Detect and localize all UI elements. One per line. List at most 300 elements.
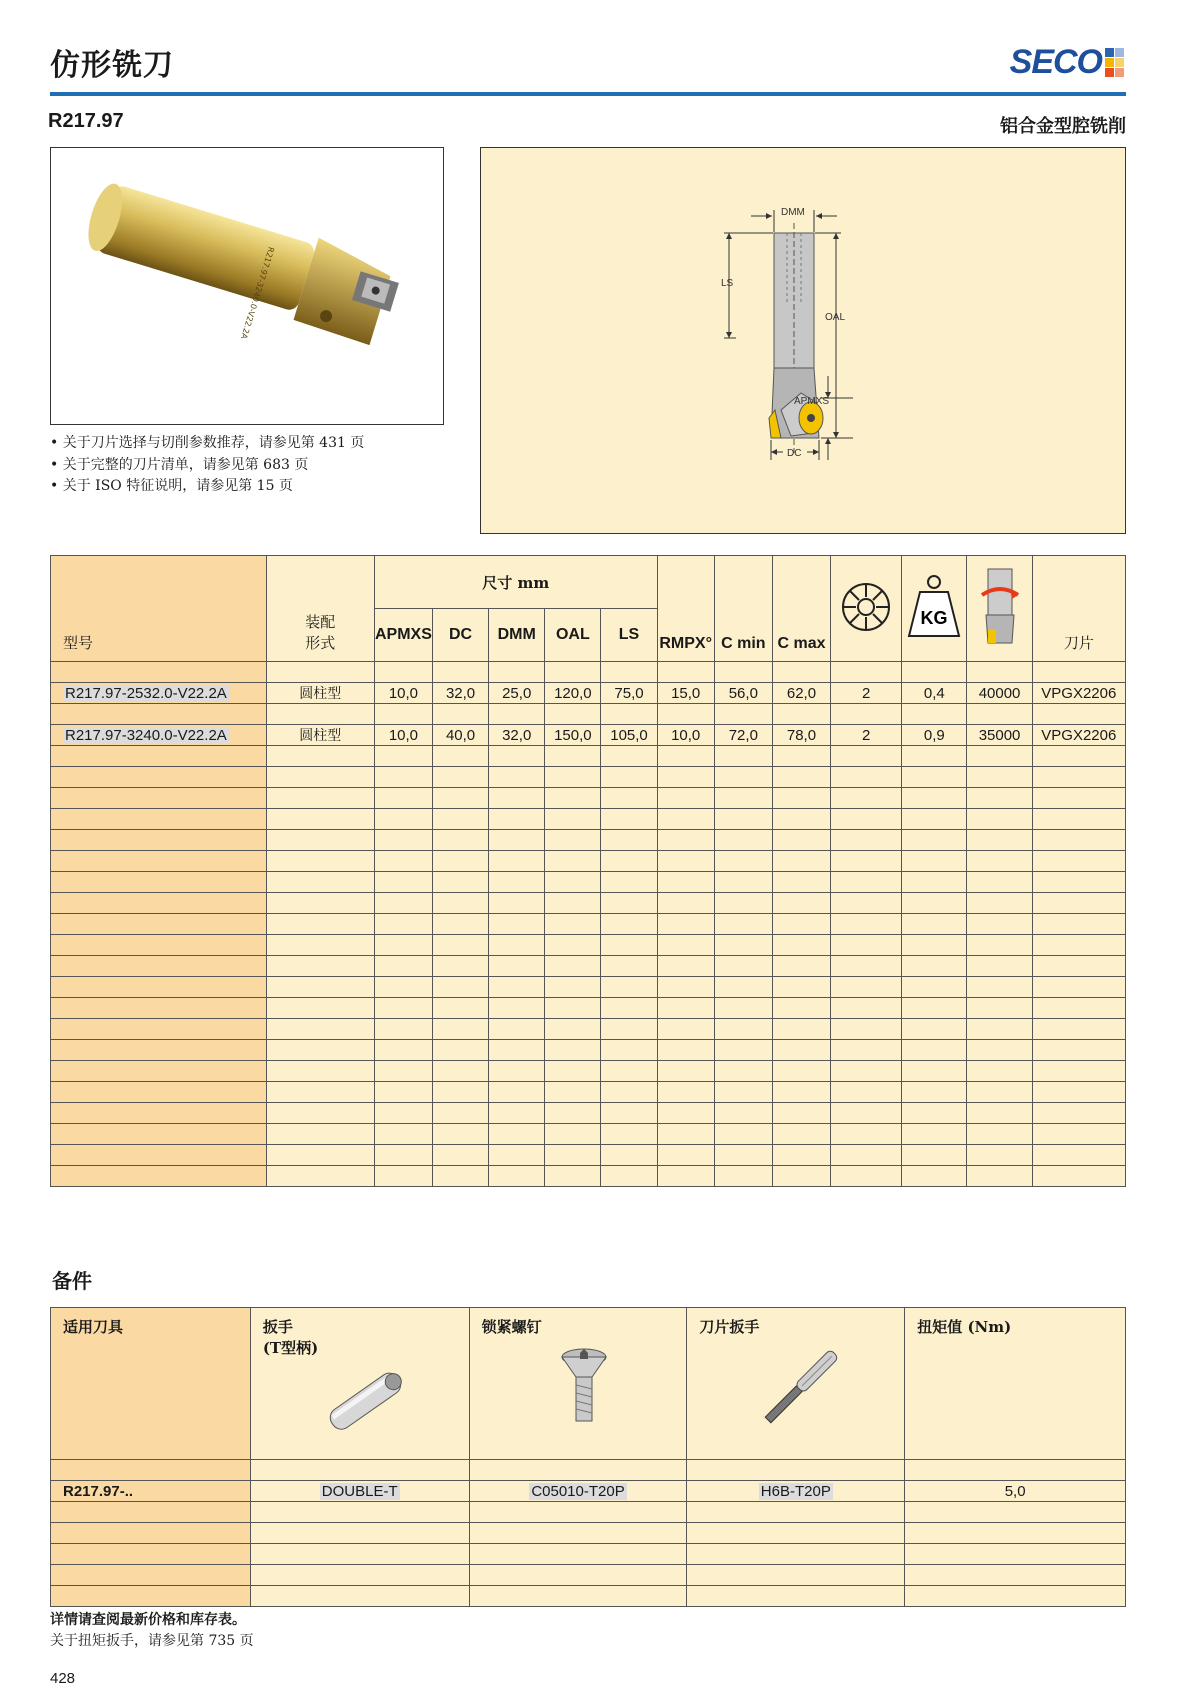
header-dimensions-group: 尺寸 mm (374, 556, 657, 609)
table-cell (51, 935, 267, 956)
table-cell (657, 830, 714, 851)
table-cell (489, 683, 545, 704)
table-cell (545, 746, 601, 767)
apmxs-label: APMXS (794, 396, 830, 407)
table-cell (545, 956, 601, 977)
table-cell (714, 1061, 772, 1082)
table-cell (51, 1523, 251, 1544)
table-cell (250, 1544, 469, 1565)
header-cmax: C max (772, 556, 830, 662)
table-cell (902, 998, 967, 1019)
table-row (51, 830, 1126, 851)
table-cell (967, 998, 1032, 1019)
table-cell (831, 725, 902, 746)
table-cell (489, 788, 545, 809)
table-cell (772, 1145, 830, 1166)
table-cell (432, 956, 488, 977)
table-cell (967, 1040, 1032, 1061)
table-cell (545, 872, 601, 893)
table-cell (432, 788, 488, 809)
table-cell (772, 893, 830, 914)
table-cell (714, 725, 772, 746)
table-cell (374, 830, 432, 851)
table-cell (545, 725, 601, 746)
table-cell (489, 725, 545, 746)
table-cell (601, 956, 657, 977)
table-cell (432, 725, 488, 746)
table-cell (374, 935, 432, 956)
table-cell (266, 1061, 374, 1082)
table-cell (51, 746, 267, 767)
table-cell (51, 704, 267, 725)
table-cell (266, 683, 374, 704)
table-cell (545, 830, 601, 851)
table-cell (374, 1145, 432, 1166)
table-cell (772, 1103, 830, 1124)
table-cell (902, 704, 967, 725)
weight-icon-label: KG (920, 607, 948, 628)
table-cell (51, 1481, 251, 1502)
table-cell (905, 1544, 1126, 1565)
table-cell (902, 725, 967, 746)
table-cell (374, 704, 432, 725)
table-cell (831, 704, 902, 725)
table-cell (250, 1523, 469, 1544)
header-mount: 装配 形式 (266, 556, 374, 662)
table-row (51, 1103, 1126, 1124)
acc-header-key (250, 1308, 469, 1460)
table-cell (772, 851, 830, 872)
table-cell (51, 788, 267, 809)
cell-value: 25,0 (502, 684, 532, 702)
table-cell (601, 767, 657, 788)
table-cell (967, 1103, 1032, 1124)
table-cell (687, 1544, 905, 1565)
table-cell (714, 1082, 772, 1103)
table-cell (967, 977, 1032, 998)
table-cell (714, 830, 772, 851)
table-cell (266, 1145, 374, 1166)
table-cell (902, 1103, 967, 1124)
table-cell (831, 998, 902, 1019)
table-cell (902, 1082, 967, 1103)
table-cell (657, 914, 714, 935)
table-row (51, 662, 1126, 683)
table-row (51, 1166, 1126, 1187)
table-cell (657, 1061, 714, 1082)
table-cell (967, 893, 1032, 914)
table-cell (967, 1145, 1032, 1166)
table-cell (432, 746, 488, 767)
header-oal: OAL (545, 609, 601, 662)
table-row (51, 809, 1126, 830)
table-cell (657, 1040, 714, 1061)
table-cell (772, 956, 830, 977)
cell-value: VPGX2206 (1041, 726, 1117, 744)
table-cell (374, 956, 432, 977)
cell-value: VPGX2206 (1041, 684, 1117, 702)
table-cell (601, 725, 657, 746)
table-cell (601, 830, 657, 851)
table-cell (714, 977, 772, 998)
table-cell (601, 662, 657, 683)
table-cell (714, 683, 772, 704)
table-cell (714, 1145, 772, 1166)
footer-notes (50, 1610, 254, 1652)
table-cell (831, 935, 902, 956)
table-cell (1032, 767, 1125, 788)
table-cell (489, 851, 545, 872)
table-cell (266, 935, 374, 956)
dc-label: DC (787, 448, 802, 459)
table-cell (432, 809, 488, 830)
header-apmxs: APMXS (374, 609, 432, 662)
table-cell (545, 1145, 601, 1166)
table-cell (601, 683, 657, 704)
table-cell (489, 935, 545, 956)
table-cell (266, 767, 374, 788)
table-cell (714, 662, 772, 683)
header-insert: 刀片 (1032, 556, 1125, 662)
table-cell (545, 1061, 601, 1082)
table-cell (967, 746, 1032, 767)
table-cell (374, 872, 432, 893)
table-cell (51, 1166, 267, 1187)
table-cell (489, 998, 545, 1019)
table-cell (469, 1544, 687, 1565)
table-cell (902, 746, 967, 767)
table-cell (489, 746, 545, 767)
table-cell (831, 746, 902, 767)
table-cell (772, 809, 830, 830)
table-cell (772, 1019, 830, 1040)
table-cell (1032, 1082, 1125, 1103)
table-cell (1032, 977, 1125, 998)
footer-note: 详情请查阅最新价格和库存表。 (50, 1612, 246, 1628)
table-cell (657, 662, 714, 683)
dimension-diagram (480, 147, 1126, 534)
table-cell (51, 893, 267, 914)
table-cell (545, 809, 601, 830)
table-cell (266, 893, 374, 914)
table-cell (374, 1040, 432, 1061)
cell-value: 105,0 (610, 726, 648, 744)
cell-value: 62,0 (786, 684, 817, 702)
table-cell (374, 767, 432, 788)
table-cell (489, 662, 545, 683)
table-cell (51, 977, 267, 998)
table-cell (266, 662, 374, 683)
table-row (51, 914, 1126, 935)
table-cell (489, 767, 545, 788)
insert-key-icon (699, 1341, 904, 1435)
table-cell (967, 851, 1032, 872)
table-cell (831, 683, 902, 704)
table-cell (374, 851, 432, 872)
cell-value: 2 (861, 684, 871, 702)
table-cell (432, 1145, 488, 1166)
table-cell (432, 1061, 488, 1082)
table-cell (266, 1124, 374, 1145)
table-cell (545, 704, 601, 725)
table-cell (1032, 725, 1125, 746)
table-cell (772, 704, 830, 725)
seco-logo (1010, 44, 1124, 80)
table-cell (905, 1502, 1126, 1523)
table-cell (772, 746, 830, 767)
table-cell (902, 788, 967, 809)
table-cell (489, 1061, 545, 1082)
table-cell (714, 935, 772, 956)
table-cell (266, 977, 374, 998)
table-cell (51, 1103, 267, 1124)
table-cell (601, 1019, 657, 1040)
table-row (51, 1523, 1126, 1544)
table-row (51, 1565, 1126, 1586)
table-cell (489, 893, 545, 914)
table-row (51, 683, 1126, 704)
part-code: C05010-T20P (531, 1482, 625, 1500)
table-cell (374, 1124, 432, 1145)
table-cell (831, 1082, 902, 1103)
table-cell (657, 725, 714, 746)
table-cell (831, 851, 902, 872)
table-cell (601, 1166, 657, 1187)
table-cell (714, 893, 772, 914)
table-cell (657, 935, 714, 956)
product-code: R217.97-2532.0-V22.2A (65, 684, 227, 702)
table-cell (772, 1082, 830, 1103)
table-cell (967, 830, 1032, 851)
table-cell (266, 788, 374, 809)
table-cell (902, 956, 967, 977)
table-cell (657, 1124, 714, 1145)
table-cell (1032, 683, 1125, 704)
table-cell (902, 872, 967, 893)
table-cell (657, 1019, 714, 1040)
table-cell (489, 1103, 545, 1124)
table-cell (714, 851, 772, 872)
table-row (51, 1502, 1126, 1523)
table-cell (51, 662, 267, 683)
t-handle-key-icon (263, 1362, 469, 1448)
cell-value: 35000 (978, 726, 1021, 744)
oal-label: OAL (825, 312, 846, 323)
note-item: • 关于 ISO 特征说明，请参见第 15 页 (50, 476, 364, 498)
table-cell (831, 1124, 902, 1145)
table-cell (250, 1565, 469, 1586)
table-cell (250, 1460, 469, 1481)
table-cell (432, 1082, 488, 1103)
table-cell (601, 1082, 657, 1103)
table-cell (374, 683, 432, 704)
table-cell (545, 683, 601, 704)
table-cell (374, 914, 432, 935)
table-cell (1032, 998, 1125, 1019)
table-row (51, 893, 1126, 914)
table-cell (374, 998, 432, 1019)
table-cell (489, 956, 545, 977)
table-cell (432, 977, 488, 998)
table-cell (545, 1040, 601, 1061)
table-row (51, 956, 1126, 977)
table-cell (374, 893, 432, 914)
table-row (51, 1481, 1126, 1502)
table-cell (772, 662, 830, 683)
table-cell (545, 914, 601, 935)
table-cell (51, 1460, 251, 1481)
table-cell (831, 1040, 902, 1061)
footer-note: 关于扭矩扳手，请参见第 735 页 (50, 1633, 254, 1649)
table-cell (831, 872, 902, 893)
table-row (51, 704, 1126, 725)
cell-value: 10,0 (388, 684, 419, 702)
table-cell (51, 1565, 251, 1586)
table-cell (432, 662, 488, 683)
dmm-label: DMM (781, 207, 805, 218)
table-row (51, 977, 1126, 998)
table-cell (51, 1040, 267, 1061)
applicable-tool: R217.97-.. (63, 1482, 134, 1500)
table-cell (657, 746, 714, 767)
teeth-count-icon (831, 556, 902, 662)
table-cell (772, 977, 830, 998)
table-cell (1032, 1061, 1125, 1082)
table-cell (714, 1040, 772, 1061)
table-cell (51, 1544, 251, 1565)
table-cell (374, 662, 432, 683)
table-cell (374, 1019, 432, 1040)
table-cell (714, 746, 772, 767)
cell-value: 40,0 (445, 726, 476, 744)
table-cell (489, 1019, 545, 1040)
note-item: • 关于完整的刀片清单，请参见第 683 页 (50, 455, 364, 477)
acc-header-torque: 扭矩值 (Nm) (905, 1308, 1126, 1460)
table-cell (489, 1124, 545, 1145)
table-cell (545, 788, 601, 809)
table-cell (601, 809, 657, 830)
table-cell (657, 956, 714, 977)
table-cell (489, 914, 545, 935)
table-cell (432, 893, 488, 914)
table-cell (51, 956, 267, 977)
table-cell (657, 1166, 714, 1187)
table-cell (489, 872, 545, 893)
table-cell (1032, 1166, 1125, 1187)
product-table (50, 555, 1126, 1187)
table-cell (902, 935, 967, 956)
table-cell (772, 1061, 830, 1082)
table-cell (714, 872, 772, 893)
header-rule (50, 92, 1126, 96)
table-cell (545, 851, 601, 872)
table-cell (545, 935, 601, 956)
table-cell (51, 725, 267, 746)
table-cell (374, 1103, 432, 1124)
table-cell (266, 1082, 374, 1103)
table-cell (687, 1565, 905, 1586)
table-cell (902, 1019, 967, 1040)
table-cell (266, 851, 374, 872)
table-row (51, 746, 1126, 767)
table-cell (374, 1166, 432, 1187)
table-cell (902, 851, 967, 872)
table-cell (1032, 872, 1125, 893)
table-cell (902, 1124, 967, 1145)
page-number: 428 (50, 1670, 76, 1687)
table-cell (266, 1040, 374, 1061)
table-cell (432, 1103, 488, 1124)
table-cell (657, 704, 714, 725)
table-cell (545, 998, 601, 1019)
table-cell (831, 1145, 902, 1166)
part-code: DOUBLE-T (321, 1482, 398, 1500)
tool-engraving: R217.97-3240.0-V22.2A (239, 245, 276, 340)
table-cell (266, 809, 374, 830)
table-cell (1032, 893, 1125, 914)
table-cell (51, 1082, 267, 1103)
cell-value: 圆柱型 (299, 728, 342, 744)
table-cell (967, 788, 1032, 809)
part-code: 5,0 (1004, 1482, 1026, 1500)
cell-value: 78,0 (786, 726, 817, 744)
cell-value: 10,0 (388, 726, 419, 744)
table-cell (902, 914, 967, 935)
table-cell (1032, 914, 1125, 935)
table-cell (250, 1502, 469, 1523)
ls-label: LS (721, 278, 734, 289)
table-cell (432, 683, 488, 704)
header-rmpx: RMPX° (657, 556, 714, 662)
table-cell (831, 1019, 902, 1040)
table-cell (1032, 1040, 1125, 1061)
product-photo (50, 147, 444, 425)
table-cell (601, 746, 657, 767)
table-cell (601, 1124, 657, 1145)
max-rpm-icon (967, 556, 1032, 662)
table-cell (687, 1586, 905, 1607)
table-cell (432, 851, 488, 872)
table-cell (374, 1082, 432, 1103)
cell-value: 2 (861, 726, 871, 744)
table-cell (967, 683, 1032, 704)
table-cell (657, 683, 714, 704)
table-cell (601, 1145, 657, 1166)
table-cell (51, 1586, 251, 1607)
table-cell (905, 1586, 1126, 1607)
table-cell (469, 1523, 687, 1544)
table-cell (51, 683, 267, 704)
table-cell (250, 1586, 469, 1607)
table-cell (266, 746, 374, 767)
table-cell (489, 830, 545, 851)
model-family: R217.97 (48, 110, 124, 132)
cell-value: 56,0 (728, 684, 758, 702)
table-cell (432, 914, 488, 935)
table-cell (967, 914, 1032, 935)
table-cell (1032, 851, 1125, 872)
table-cell (1032, 788, 1125, 809)
table-cell (772, 914, 830, 935)
table-cell (714, 1019, 772, 1040)
table-cell (266, 998, 374, 1019)
table-cell (714, 914, 772, 935)
table-cell (902, 767, 967, 788)
table-cell (601, 1061, 657, 1082)
table-cell (902, 683, 967, 704)
table-cell (432, 1019, 488, 1040)
table-cell (1032, 704, 1125, 725)
